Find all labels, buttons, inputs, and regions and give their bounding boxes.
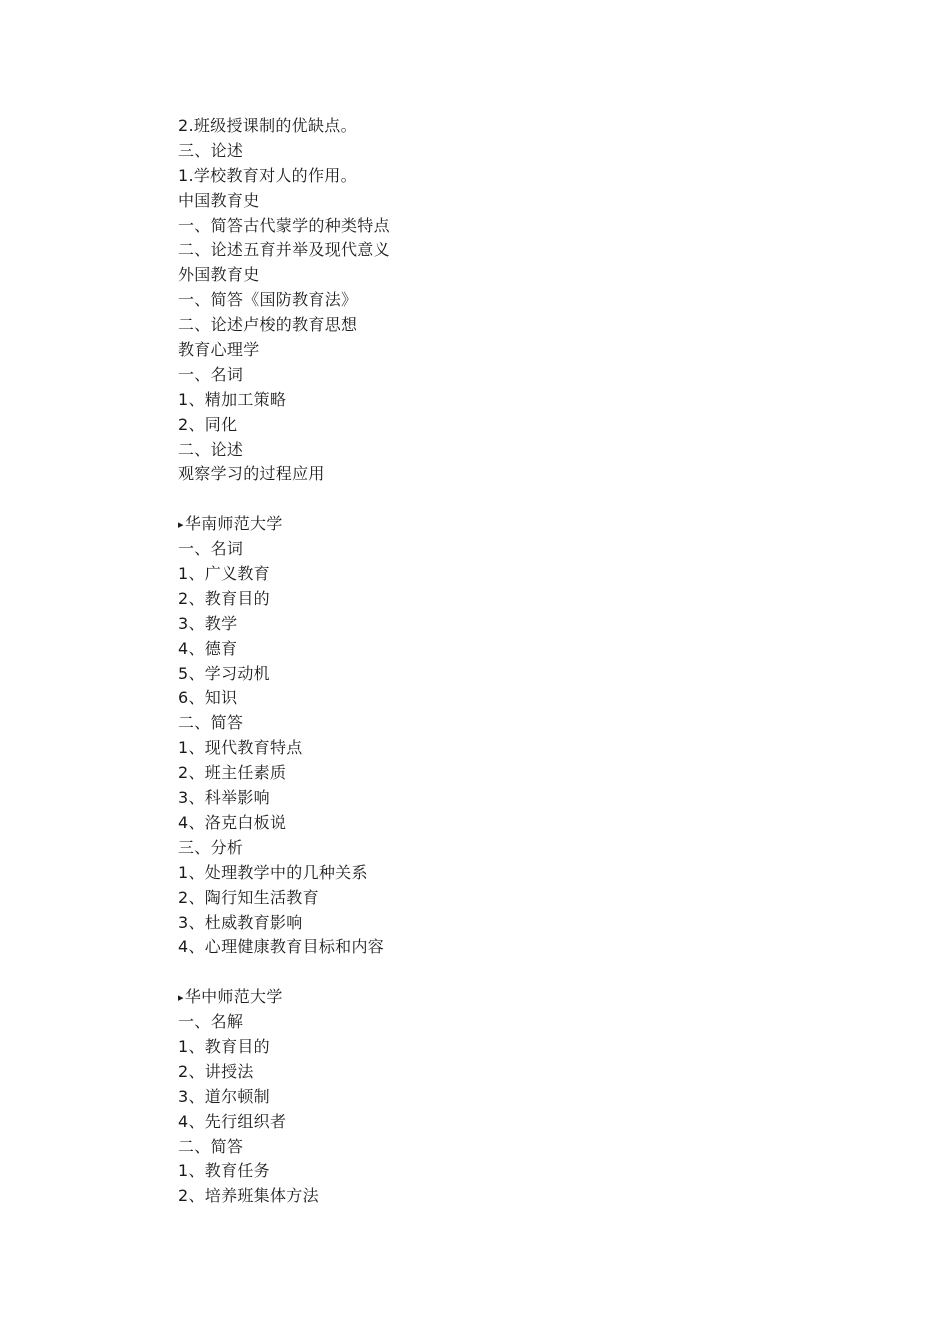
text-line: 1、精加工策略: [178, 389, 287, 409]
text-line: 3、教学: [178, 613, 238, 633]
text-line: 1、处理教学中的几种关系: [178, 862, 368, 882]
university-heading: [178, 512, 778, 537]
text-line: 4、洛克白板说: [178, 812, 287, 832]
subject-heading: 教育心理学: [178, 340, 260, 360]
triangle-bullet-icon: ▸: [178, 991, 184, 1005]
text-line: 5、学习动机: [178, 663, 270, 683]
text-line: 1、教育目的: [178, 1036, 270, 1056]
blank-line: [178, 487, 778, 512]
subject-heading: 中国教育史: [178, 190, 260, 210]
text-line: 3、杜威教育影响: [178, 912, 303, 932]
text-line: 4、德育: [178, 638, 238, 658]
heading-line: 二、简答: [178, 1136, 244, 1156]
triangle-bullet-icon: ▸: [178, 518, 184, 532]
document-body: [178, 114, 778, 1209]
text-line: 1、广义教育: [178, 564, 270, 584]
heading-line: 一、名解: [178, 1012, 244, 1032]
section-continued: [178, 114, 778, 487]
text-line: 4、先行组织者: [178, 1111, 287, 1131]
heading-line: 三、论述: [178, 140, 244, 160]
text-line: 2、同化: [178, 414, 238, 434]
text-line: 2、讲授法: [178, 1061, 254, 1081]
heading-line: 二、简答: [178, 713, 244, 733]
text-line: 2、教育目的: [178, 588, 270, 608]
text-line: 观察学习的过程应用: [178, 464, 325, 484]
text-line: 2、培养班集体方法: [178, 1186, 319, 1206]
text-line: 1、现代教育特点: [178, 738, 303, 758]
blank-line: [178, 960, 778, 985]
subject-heading: 外国教育史: [178, 265, 260, 285]
text-line: 一、简答《国防教育法》: [178, 290, 358, 310]
text-line: 3、道尔顿制: [178, 1086, 270, 1106]
text-line: 3、科举影响: [178, 788, 270, 808]
text-line: 4、心理健康教育目标和内容: [178, 937, 385, 957]
university-title: 华中师范大学: [184, 987, 283, 1007]
university-title: 华南师范大学: [184, 514, 283, 534]
text-line: 一、简答古代蒙学的种类特点: [178, 215, 390, 235]
text-line: 6、知识: [178, 688, 238, 708]
heading-line: 一、名词: [178, 364, 244, 384]
text-line: 2、班主任素质: [178, 763, 287, 783]
heading-line: 二、论述: [178, 439, 244, 459]
text-line: 2.班级授课制的优缺点。: [178, 116, 357, 135]
text-line: 1、教育任务: [178, 1161, 270, 1181]
text-line: 2、陶行知生活教育: [178, 887, 319, 907]
section-ccnu: [178, 985, 778, 1209]
text-line: 1.学校教育对人的作用。: [178, 165, 357, 185]
text-line: 二、论述卢梭的教育思想: [178, 315, 358, 335]
section-scnu: [178, 512, 778, 960]
heading-line: 三、分析: [178, 837, 244, 857]
university-heading: [178, 985, 778, 1010]
heading-line: 一、名词: [178, 539, 244, 559]
text-line: 二、论述五育并举及现代意义: [178, 240, 390, 260]
